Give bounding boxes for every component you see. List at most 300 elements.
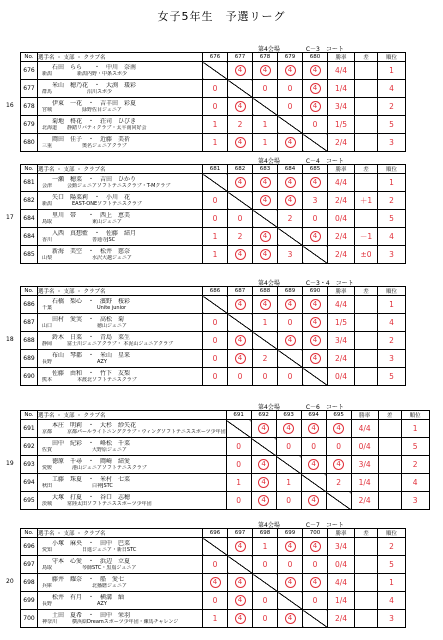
rank xyxy=(378,314,406,332)
win-rate xyxy=(328,314,355,332)
header-opponent-no: 688 xyxy=(253,287,278,296)
win-score-circle: 4 xyxy=(260,231,271,242)
win-rate-value: 2/4 xyxy=(334,250,348,259)
win-score-circle: 4 xyxy=(310,353,321,364)
match-result xyxy=(253,228,278,246)
rank-value: 2 xyxy=(389,196,394,205)
player-no: 679 xyxy=(21,116,38,134)
win-score-circle: 4 xyxy=(260,65,271,76)
player-club: 香川 善通寺JSC xyxy=(42,236,116,243)
self-match-cell xyxy=(253,210,278,228)
win-rate xyxy=(328,98,355,116)
match-result xyxy=(251,474,276,492)
match-result xyxy=(278,610,303,628)
loss-score: 0 xyxy=(236,460,242,469)
rank xyxy=(401,492,429,510)
match-result xyxy=(301,492,326,510)
win-rate-value: 1/5 xyxy=(334,318,348,327)
loss-score: 0 xyxy=(312,120,318,129)
player-club: 熊本 本渡北ソフトテニスクラブ xyxy=(42,376,137,383)
win-score-circle: 4 xyxy=(260,249,271,260)
player-no: 680 xyxy=(21,134,38,152)
player-pair: 田村 愛実 ・ 高松 菊 xyxy=(52,315,125,323)
header-opponent-no: 684 xyxy=(278,165,303,174)
player-club: 山口 徳山ジュニア xyxy=(42,322,127,329)
player-pair: 里川 帯 ・ 西上 恵美 xyxy=(52,211,131,219)
self-match-cell xyxy=(326,492,351,510)
match-result xyxy=(228,246,253,264)
player-club: 秋田 白神JSTC xyxy=(42,482,113,489)
player-club: 三重 奥名ジュニアクラブ xyxy=(42,142,127,149)
rank-value: 4 xyxy=(389,232,394,241)
diff xyxy=(355,62,378,80)
player-names xyxy=(38,438,227,456)
header-row xyxy=(21,165,406,174)
match-result xyxy=(278,556,303,574)
win-score-circle: 4 xyxy=(310,65,321,76)
header-opponent-no: 682 xyxy=(228,165,253,174)
match-result xyxy=(228,610,253,628)
match-result xyxy=(203,210,228,228)
loss-score: 0 xyxy=(212,102,218,111)
player-pair: 岡田 佳子 ・ 近藤 美祈 xyxy=(52,135,131,143)
table-row xyxy=(21,134,406,152)
header-win-rate: 勝率 xyxy=(328,165,355,174)
loss-score: 1 xyxy=(262,138,268,147)
win-rate xyxy=(328,62,355,80)
match-result xyxy=(303,62,328,80)
player-no: 692 xyxy=(21,438,38,456)
table-row xyxy=(21,368,406,386)
rank-value: 1 xyxy=(389,300,394,309)
diff xyxy=(378,420,401,438)
self-match-cell xyxy=(253,98,278,116)
player-no: 676 xyxy=(21,62,38,80)
win-rate-value: 4/4 xyxy=(334,178,348,187)
league-table xyxy=(20,410,430,510)
header-opponent-no: 678 xyxy=(253,53,278,62)
rank-value: 1 xyxy=(389,178,394,187)
match-result xyxy=(228,368,253,386)
match-result xyxy=(303,228,328,246)
match-result xyxy=(276,420,301,438)
match-result xyxy=(253,296,278,314)
table-row xyxy=(21,420,430,438)
win-score-circle: 4 xyxy=(235,299,246,310)
rank xyxy=(378,192,406,210)
diff xyxy=(355,368,378,386)
loss-score: 1 xyxy=(212,250,218,259)
player-no: 698 xyxy=(21,574,38,592)
player-club: 鳥取 琴師STC・黒嶌ジュニア xyxy=(42,564,137,571)
header-win-rate: 勝率 xyxy=(328,53,355,62)
header-opponent-no: 685 xyxy=(303,165,328,174)
match-result xyxy=(303,556,328,574)
header-row xyxy=(21,53,406,62)
table-row xyxy=(21,246,406,264)
player-pair: 伊東 一花 ・ 吉羊田 彩夏 xyxy=(52,99,137,107)
match-result xyxy=(326,438,351,456)
win-score-circle: 4 xyxy=(235,335,246,346)
loss-score: 0 xyxy=(287,84,293,93)
player-no: 695 xyxy=(21,492,38,510)
table-row xyxy=(21,98,406,116)
player-names xyxy=(38,456,227,474)
loss-score: 1 xyxy=(236,478,242,487)
win-rate xyxy=(328,192,355,210)
match-result xyxy=(203,314,228,332)
player-club: 千葉 Unite junior xyxy=(42,304,127,311)
header-rank: 順位 xyxy=(401,411,429,420)
win-rate xyxy=(328,538,355,556)
league-table xyxy=(20,52,406,152)
table-row xyxy=(21,456,430,474)
diff xyxy=(378,456,401,474)
win-score-circle: 4 xyxy=(285,335,296,346)
rank xyxy=(378,574,406,592)
win-rate xyxy=(328,80,355,98)
player-no: 689 xyxy=(21,350,38,368)
match-result xyxy=(228,134,253,152)
win-rate xyxy=(351,438,378,456)
rank xyxy=(378,174,406,192)
diff xyxy=(355,228,378,246)
win-score-circle: 4 xyxy=(235,541,246,552)
match-result xyxy=(278,80,303,98)
loss-score: 0 xyxy=(262,614,268,623)
match-result xyxy=(203,332,228,350)
rank xyxy=(378,134,406,152)
header-opponent-no: 697 xyxy=(228,529,253,538)
loss-score: 1 xyxy=(286,478,292,487)
win-score-circle: 4 xyxy=(210,577,221,588)
match-result xyxy=(253,538,278,556)
loss-score: 0 xyxy=(287,372,293,381)
player-names xyxy=(38,574,203,592)
loss-score: 3 xyxy=(312,196,318,205)
diff xyxy=(355,610,378,628)
venue-name: 第4会場 xyxy=(258,158,280,165)
win-score-circle: 4 xyxy=(310,83,321,94)
player-no: 700 xyxy=(21,610,38,628)
player-pair: 守本 心愛 ・ 浜辺 立夏 xyxy=(52,557,131,565)
win-rate-value: 4/4 xyxy=(334,578,348,587)
win-rate-value: 1/5 xyxy=(334,120,348,129)
venue-name: 第4会場 xyxy=(258,280,280,287)
win-score-circle: 4 xyxy=(260,195,271,206)
win-rate xyxy=(328,556,355,574)
player-pair: 布山 琴都 ・ 米山 星来 xyxy=(52,351,131,359)
header-name: 選手名 ・ 支部 ・ クラブ名 xyxy=(38,165,203,174)
match-result xyxy=(278,296,303,314)
venue-name: 第4会場 xyxy=(258,522,280,529)
match-result xyxy=(251,492,276,510)
rank-value: 5 xyxy=(389,120,394,129)
player-pair: 藤井 耀奈 ・ 船 愛七 xyxy=(52,575,125,583)
header-opponent-no: 695 xyxy=(326,411,351,420)
rank xyxy=(378,592,406,610)
player-no: 699 xyxy=(21,592,38,610)
player-no: 678 xyxy=(21,98,38,116)
rank xyxy=(401,438,429,456)
match-result xyxy=(303,192,328,210)
player-no: 690 xyxy=(21,368,38,386)
player-names xyxy=(38,592,203,610)
header-diff: 差 xyxy=(355,529,378,538)
table-row xyxy=(21,174,406,192)
diff xyxy=(378,474,401,492)
match-result xyxy=(228,296,253,314)
diff xyxy=(378,492,401,510)
table-row xyxy=(21,116,406,134)
win-rate-value: 3/4 xyxy=(358,460,371,469)
header-opponent-no: 696 xyxy=(203,529,228,538)
loss-score: 0 xyxy=(262,372,268,381)
match-result xyxy=(226,474,251,492)
player-names xyxy=(38,62,203,80)
match-result xyxy=(203,610,228,628)
match-result xyxy=(326,474,351,492)
match-result xyxy=(303,538,328,556)
rank xyxy=(378,556,406,574)
match-result xyxy=(203,350,228,368)
diff-value: ＋1 xyxy=(359,196,373,205)
player-pair: 土田 夏希 ・ 田中 栄羽 xyxy=(52,611,131,619)
match-result xyxy=(253,134,278,152)
table-row xyxy=(21,474,430,492)
loss-score: 1 xyxy=(262,542,268,551)
rank xyxy=(378,296,406,314)
win-rate xyxy=(328,350,355,368)
win-score-circle: 4 xyxy=(235,353,246,364)
header-no: No. xyxy=(21,165,38,174)
match-result xyxy=(253,350,278,368)
table-row xyxy=(21,574,406,592)
self-match-cell xyxy=(253,574,278,592)
match-result xyxy=(203,368,228,386)
player-names xyxy=(38,98,203,116)
header-name: 選手名 ・ 支部 ・ クラブ名 xyxy=(38,411,227,420)
player-no: 685 xyxy=(21,246,38,264)
win-score-circle: 4 xyxy=(235,101,246,112)
group-number: 18 xyxy=(6,336,14,343)
player-no: 694 xyxy=(21,474,38,492)
loss-score: 0 xyxy=(262,560,268,569)
loss-score: 2 xyxy=(237,232,243,241)
loss-score: 0 xyxy=(212,318,218,327)
match-result xyxy=(251,456,276,474)
player-no: 696 xyxy=(21,538,38,556)
match-result xyxy=(253,80,278,98)
win-rate-value: 0/4 xyxy=(334,214,348,223)
match-result xyxy=(203,228,228,246)
player-pair: 新海 美空 ・ 松井 慈奈 xyxy=(52,247,131,255)
win-score-circle: 4 xyxy=(235,613,246,624)
win-rate-value: 2/4 xyxy=(334,354,348,363)
header-opponent-no: 677 xyxy=(228,53,253,62)
rank xyxy=(378,228,406,246)
header-rank: 順位 xyxy=(378,165,406,174)
match-result xyxy=(253,246,278,264)
header-no: No. xyxy=(21,53,38,62)
loss-score: 0 xyxy=(286,442,292,451)
self-match-cell xyxy=(303,610,328,628)
rank-value: 3 xyxy=(389,138,394,147)
player-club: 兵庫 北播磨ジュニア xyxy=(42,582,127,589)
match-result xyxy=(303,314,328,332)
table-row xyxy=(21,80,406,98)
self-match-cell xyxy=(278,116,303,134)
venue-name: 第4会場 xyxy=(258,46,280,53)
win-score-circle: 4 xyxy=(310,577,321,588)
loss-score: 0 xyxy=(212,596,218,605)
player-club: 長野 AZY xyxy=(42,600,107,607)
match-result xyxy=(228,174,253,192)
win-rate-value: 4/4 xyxy=(358,424,371,433)
match-result xyxy=(278,210,303,228)
match-result xyxy=(278,332,303,350)
loss-score: 2 xyxy=(287,214,293,223)
self-match-cell xyxy=(303,368,328,386)
win-rate xyxy=(351,420,378,438)
rank xyxy=(401,456,429,474)
win-rate-value: 2/4 xyxy=(334,614,348,623)
player-pair: 一瀬 穂菜 ・ 吉田 ひかり xyxy=(52,175,137,183)
loss-score: 0 xyxy=(262,596,268,605)
match-result xyxy=(276,474,301,492)
header-name: 選手名 ・ 支部 ・ クラブ名 xyxy=(38,529,203,538)
win-score-circle: 4 xyxy=(285,137,296,148)
match-result xyxy=(278,62,303,80)
diff xyxy=(355,592,378,610)
win-score-circle: 4 xyxy=(258,495,269,506)
header-win-rate: 勝率 xyxy=(328,529,355,538)
match-result xyxy=(326,456,351,474)
win-score-circle: 4 xyxy=(310,541,321,552)
player-names xyxy=(38,610,203,628)
player-pair: 松井 有月 ・ 横溝 紬 xyxy=(52,593,125,601)
player-no: 697 xyxy=(21,556,38,574)
win-rate-value: 2/4 xyxy=(358,496,371,505)
self-match-cell xyxy=(278,228,303,246)
table-row xyxy=(21,296,406,314)
player-club: 群馬 沼川スポ少 xyxy=(42,88,113,95)
table-row xyxy=(21,592,406,610)
loss-score: 0 xyxy=(212,336,218,345)
loss-score: 1 xyxy=(212,232,218,241)
header-opponent-no: 689 xyxy=(278,287,303,296)
diff xyxy=(355,574,378,592)
loss-score: 2 xyxy=(336,478,342,487)
loss-score: 0 xyxy=(212,214,218,223)
loss-score: 0 xyxy=(236,442,242,451)
win-score-circle: 4 xyxy=(285,613,296,624)
player-no: 688 xyxy=(21,332,38,350)
rank-value: 1 xyxy=(389,578,394,587)
player-club: 神奈川 横浜絵Dreamスポーツ少年団・練馬チャレンジ xyxy=(42,618,179,625)
table-row xyxy=(21,492,430,510)
win-score-circle: 4 xyxy=(235,137,246,148)
player-pair: 工藤 珠夏 ・ 米村 七菜 xyxy=(52,475,131,483)
player-no: 682 xyxy=(21,192,38,210)
player-no: 684 xyxy=(21,228,38,246)
match-result xyxy=(228,210,253,228)
win-rate xyxy=(351,474,378,492)
loss-score: 0 xyxy=(336,442,342,451)
player-names xyxy=(38,296,203,314)
table-row xyxy=(21,332,406,350)
rank xyxy=(378,210,406,228)
win-rate xyxy=(328,228,355,246)
diff xyxy=(355,98,378,116)
match-result xyxy=(203,80,228,98)
match-result xyxy=(301,456,326,474)
rank-value: 2 xyxy=(389,336,394,345)
loss-score: 0 xyxy=(286,496,292,505)
match-result xyxy=(278,246,303,264)
loss-score: 0 xyxy=(237,214,243,223)
player-pair: 米山 穂乃花 ・ 大渕 瑗彩 xyxy=(52,81,137,89)
match-result xyxy=(326,420,351,438)
header-name: 選手名 ・ 支部 ・ クラブ名 xyxy=(38,287,203,296)
win-rate-value: 1/4 xyxy=(334,84,348,93)
header-opponent-no: 700 xyxy=(303,529,328,538)
loss-score: 0 xyxy=(237,372,243,381)
win-rate xyxy=(328,116,355,134)
rank xyxy=(378,98,406,116)
player-names xyxy=(38,368,203,386)
win-score-circle: 4 xyxy=(310,335,321,346)
win-score-circle: 4 xyxy=(310,231,321,242)
header-opponent-no: 681 xyxy=(203,165,228,174)
header-name: 選手名 ・ 支部 ・ クラブ名 xyxy=(38,53,203,62)
header-opponent-no: 687 xyxy=(228,287,253,296)
player-pair: 鈴木 日菜 ・ 青島 菜生 xyxy=(52,333,131,341)
match-result xyxy=(303,574,328,592)
match-result xyxy=(303,98,328,116)
table-row xyxy=(21,350,406,368)
win-score-circle: 4 xyxy=(310,101,321,112)
loss-score: 1 xyxy=(212,138,218,147)
player-names xyxy=(38,314,203,332)
rank xyxy=(378,610,406,628)
match-result xyxy=(228,592,253,610)
rank-value: 4 xyxy=(389,84,394,93)
player-names xyxy=(38,228,203,246)
match-result xyxy=(303,116,328,134)
match-result xyxy=(278,574,303,592)
player-no: 677 xyxy=(21,80,38,98)
player-no: 681 xyxy=(21,174,38,192)
rank xyxy=(378,116,406,134)
match-result xyxy=(251,420,276,438)
table-row xyxy=(21,438,430,456)
win-score-circle: 4 xyxy=(285,195,296,206)
loss-score: 0 xyxy=(312,596,318,605)
loss-score: 0 xyxy=(212,84,218,93)
loss-score: 0 xyxy=(311,442,317,451)
win-rate-value: 3/4 xyxy=(334,542,348,551)
header-opponent-no: 690 xyxy=(303,287,328,296)
win-score-circle: 4 xyxy=(260,299,271,310)
win-score-circle: 4 xyxy=(235,577,246,588)
rank-value: 3 xyxy=(412,496,418,505)
match-result xyxy=(253,174,278,192)
group-number: 19 xyxy=(6,460,14,467)
self-match-cell xyxy=(226,420,251,438)
rank xyxy=(378,246,406,264)
loss-score: 0 xyxy=(212,560,218,569)
